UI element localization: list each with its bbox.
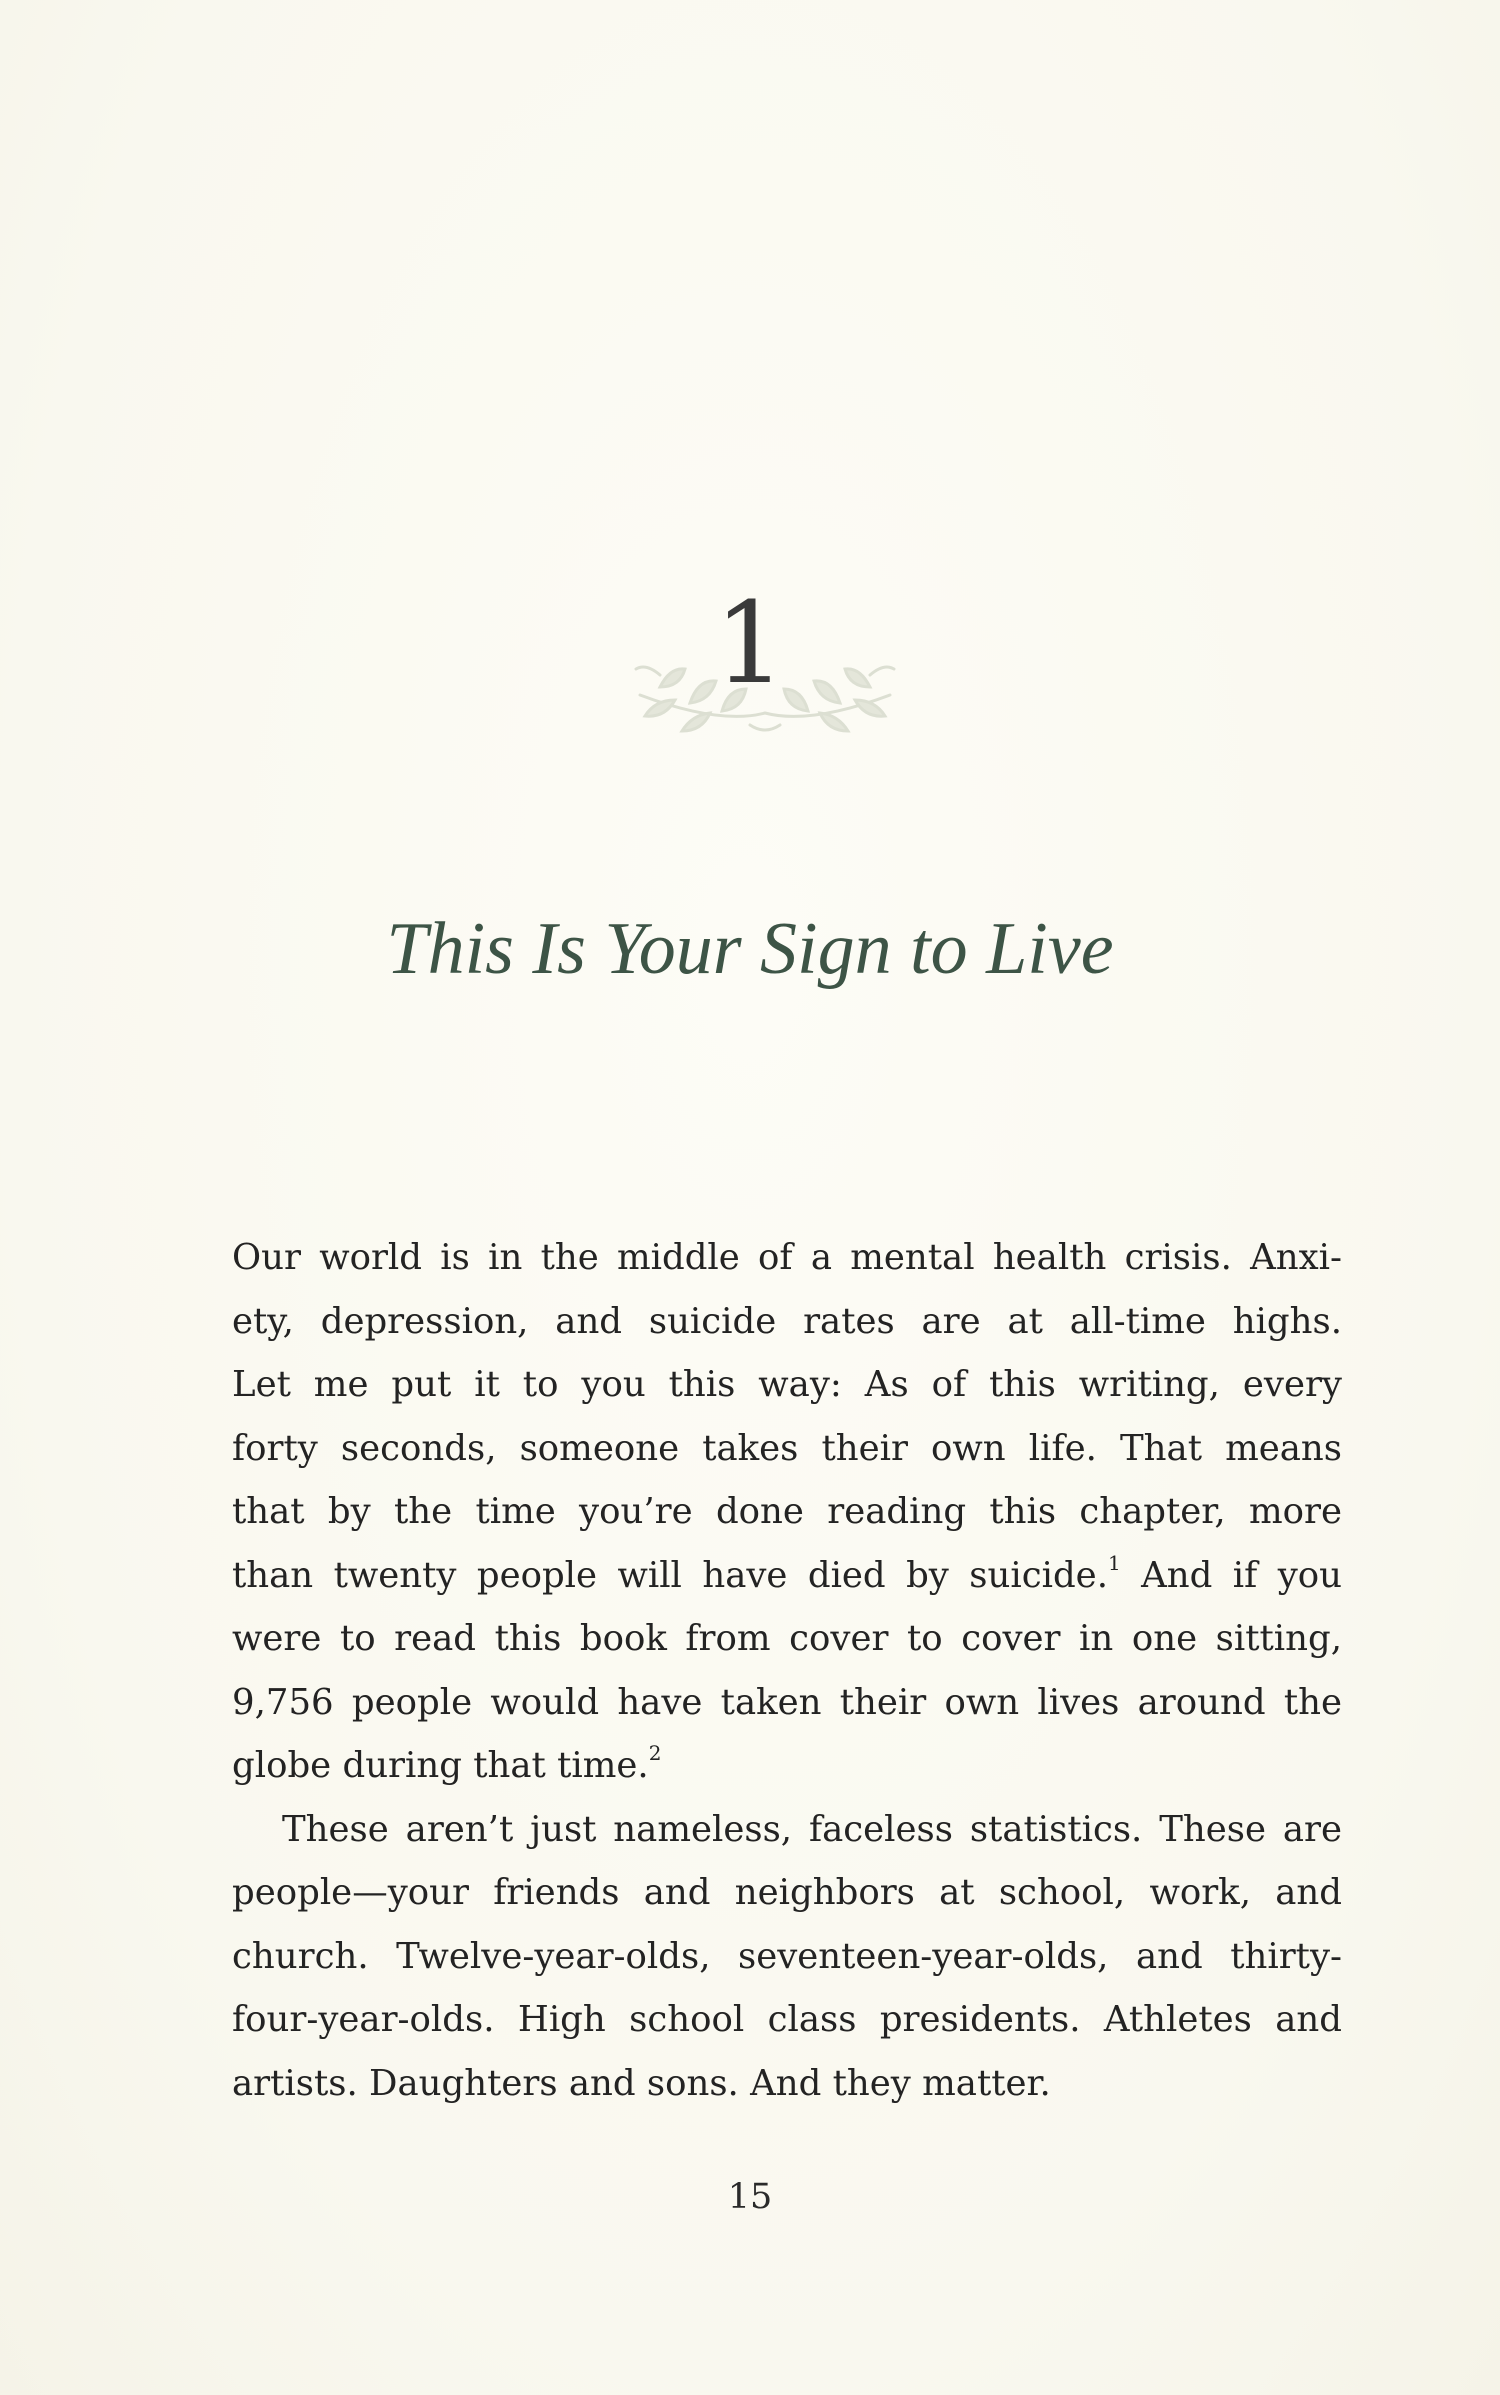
paragraph-2 bbox=[232, 1798, 1342, 2116]
paragraph-1 bbox=[232, 1226, 1342, 1798]
footnote-marker-2[interactable]: 2 bbox=[648, 1741, 662, 1766]
chapter-body bbox=[232, 1226, 1342, 2115]
text-segment: And if you bbox=[1120, 1554, 1342, 1596]
footnote-marker-1[interactable]: 1 bbox=[1107, 1550, 1121, 1575]
page-number: 15 bbox=[727, 2177, 773, 2217]
text-line-with-footnote bbox=[232, 1544, 1342, 1608]
text-line: were to read this book from cover to cover in one sitting, bbox=[232, 1618, 1342, 1659]
text-line: church. Twelve-year-olds, seventeen-year-olds, and thirty- bbox=[232, 1935, 1342, 1977]
text-line: forty seconds, someone takes their own life. That means bbox=[232, 1427, 1342, 1469]
text-line: Our world is in the middle of a mental health crisis. Anxi- bbox=[232, 1237, 1342, 1278]
text-segment: globe during that time. bbox=[232, 1745, 649, 1786]
text-line: Let me put it to you this way: As of this writing, every bbox=[232, 1364, 1342, 1405]
text-line: four-year-olds. High school class presidents. Athletes and bbox=[232, 1999, 1342, 2040]
text-segment: than twenty people will have died by suicide. bbox=[232, 1554, 1108, 1596]
chapter-number: 1 bbox=[714, 579, 786, 709]
text-line: These aren’t just nameless, faceless statistics. These are bbox=[282, 1808, 1342, 1850]
chapter-title: This Is Your Sign to Live bbox=[386, 908, 1114, 990]
text-line: artists. Daughters and sons. And they matter. bbox=[232, 2062, 1051, 2104]
text-line: that by the time you’re done reading this chapter, more bbox=[232, 1491, 1342, 1532]
text-line: people—your friends and neighbors at school, work, and bbox=[232, 1872, 1342, 1913]
text-line: 9,756 people would have taken their own lives around the bbox=[232, 1681, 1342, 1723]
text-line: ety, depression, and suicide rates are at all-time highs. bbox=[232, 1300, 1342, 1342]
text-line-with-footnote bbox=[232, 1734, 1342, 1798]
